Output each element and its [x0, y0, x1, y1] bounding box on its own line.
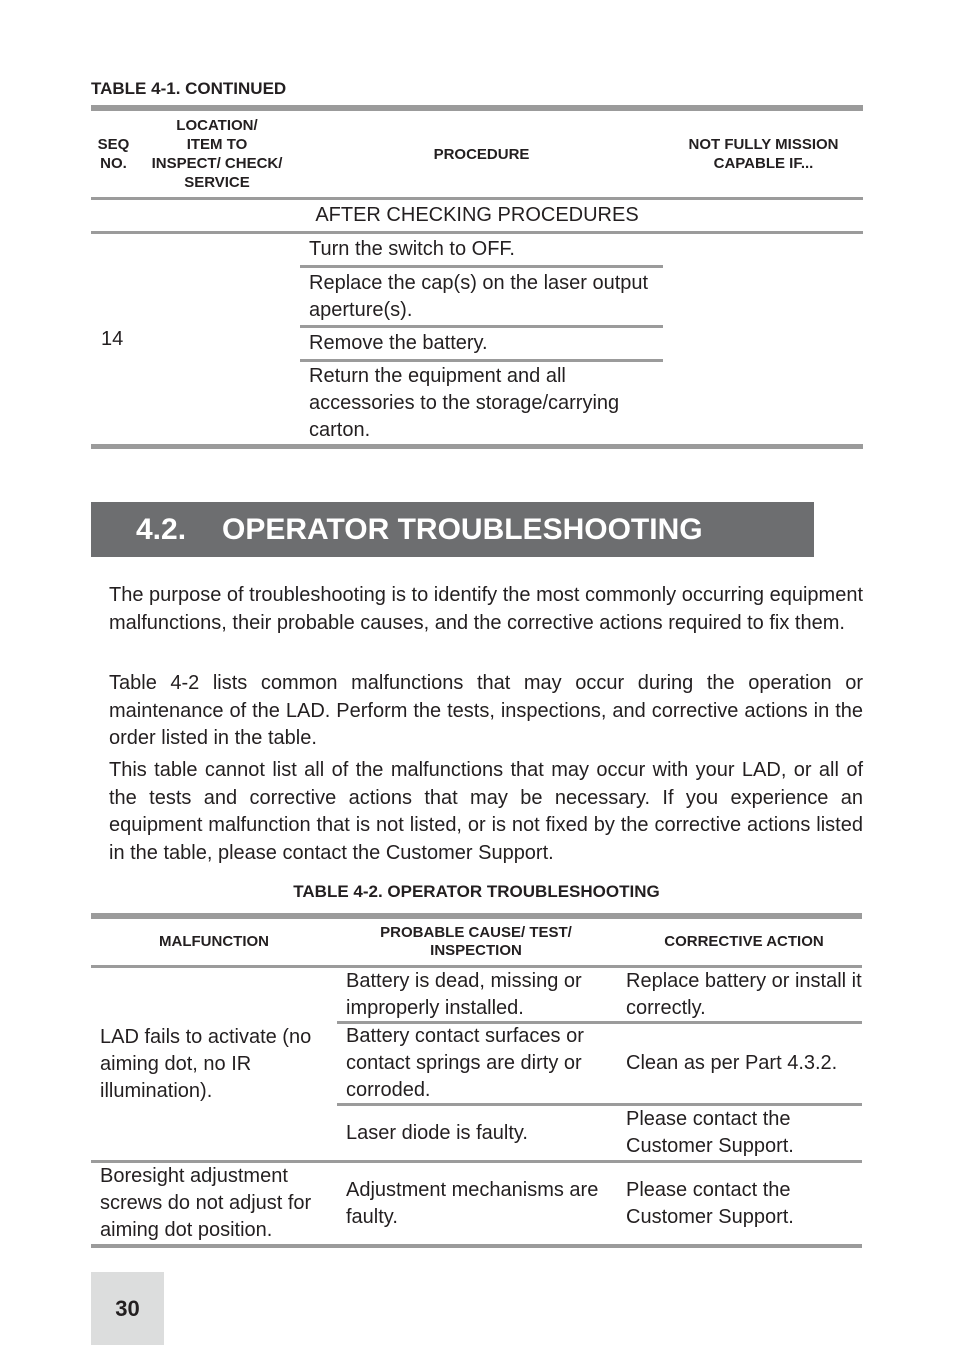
paragraph-purpose: The purpose of troubleshooting is to identify the most commonly occurring equipment malfunctions, their probable causes, and the corrective actions required to fix them.: [109, 584, 863, 634]
probable-cause-cell: Adjustment mechanisms are faulty.: [346, 1178, 599, 1228]
probable-cause-cell: Battery contact surfaces or contact springs are dirty or corroded.: [346, 1025, 584, 1101]
table-row: [337, 968, 862, 1024]
table-row: [91, 234, 863, 449]
table-header-row: [91, 111, 863, 200]
header-malfunction: MALFUNCTION: [159, 933, 269, 950]
table-4-1-caption: TABLE 4-1. CONTINUED: [91, 79, 287, 98]
table-4-1: [91, 105, 863, 449]
header-probable-cause: PROBABLE CAUSE/ TEST/ INSPECTION: [380, 924, 572, 959]
corrective-action-cell: Clean as per Part 4.3.2.: [626, 1052, 838, 1074]
malfunction-text: LAD fails to activate (no aiming dot, no IR illumination).: [100, 1025, 312, 1102]
procedure-text: Remove the battery.: [309, 332, 488, 354]
section-title: OPERATOR TROUBLESHOOTING: [222, 513, 703, 546]
procedure-item: [300, 362, 663, 444]
corrective-action-cell: Replace battery or install it correctly.: [626, 969, 862, 1019]
header-location: LOCATION/ ITEM TO INSPECT/ CHECK/ SERVICE: [151, 117, 283, 191]
procedure-text: Turn the switch to OFF.: [309, 238, 515, 260]
malfunction-group: [91, 1163, 862, 1248]
seq-number: 14: [101, 327, 124, 350]
table-row: [337, 1106, 862, 1160]
cause-action-list: [337, 968, 862, 1160]
probable-cause-cell: Battery is dead, missing or improperly installed.: [346, 969, 582, 1019]
procedure-list: [300, 234, 663, 444]
after-checking-procedures-label: AFTER CHECKING PROCEDURES: [91, 200, 863, 234]
cause-action-list: [337, 1163, 862, 1244]
header-seq-no: SEQ NO.: [97, 136, 130, 172]
page-number-box: [91, 1272, 164, 1345]
section-heading: [91, 502, 814, 557]
header-corrective-action: CORRECTIVE ACTION: [664, 933, 824, 950]
procedure-item: [300, 234, 663, 268]
procedure-item: [300, 268, 663, 328]
table-row: [337, 1163, 862, 1244]
malfunction-text: Boresight adjustment screws do not adjust for aiming dot position.: [100, 1165, 312, 1241]
header-procedure: PROCEDURE: [433, 145, 530, 163]
table-row: [337, 1024, 862, 1106]
malfunction-group: [91, 968, 862, 1163]
probable-cause-cell: Laser diode is faulty.: [346, 1121, 528, 1144]
corrective-action-cell: Please contact the Customer Support.: [626, 1178, 794, 1228]
table-header-row: [91, 919, 862, 968]
procedure-item: [300, 328, 663, 362]
header-not-fully-mission-capable: NOT FULLY MISSION CAPABLE IF...: [688, 136, 839, 172]
page-number: 30: [115, 1295, 140, 1321]
procedure-text: Return the equipment and all accessories to the storage/carrying carton.: [309, 364, 620, 441]
table-4-2: [91, 913, 862, 1248]
paragraph-limitations: This table cannot list all of the malfunctions that may occur with your LAD, or all of the tests and corrective actions that may be necessary. If you experience an equipment malfunction that is not listed, or is not fixed by the corrective actions listed in the table, please contact the Customer Support.: [109, 759, 863, 864]
table-4-2-caption: TABLE 4-2. OPERATOR TROUBLESHOOTING: [293, 882, 660, 901]
corrective-action-cell: Please contact the Customer Support.: [626, 1108, 794, 1157]
section-number: 4.2.: [136, 513, 187, 546]
paragraph-table-reference: Table 4-2 lists common malfunctions that may occur during the operation or maintenance of the LAD. Perform the tests, inspections, and corrective actions in the order listed in the table.: [109, 672, 863, 749]
procedure-text: Replace the cap(s) on the laser output aperture(s).: [309, 271, 649, 321]
